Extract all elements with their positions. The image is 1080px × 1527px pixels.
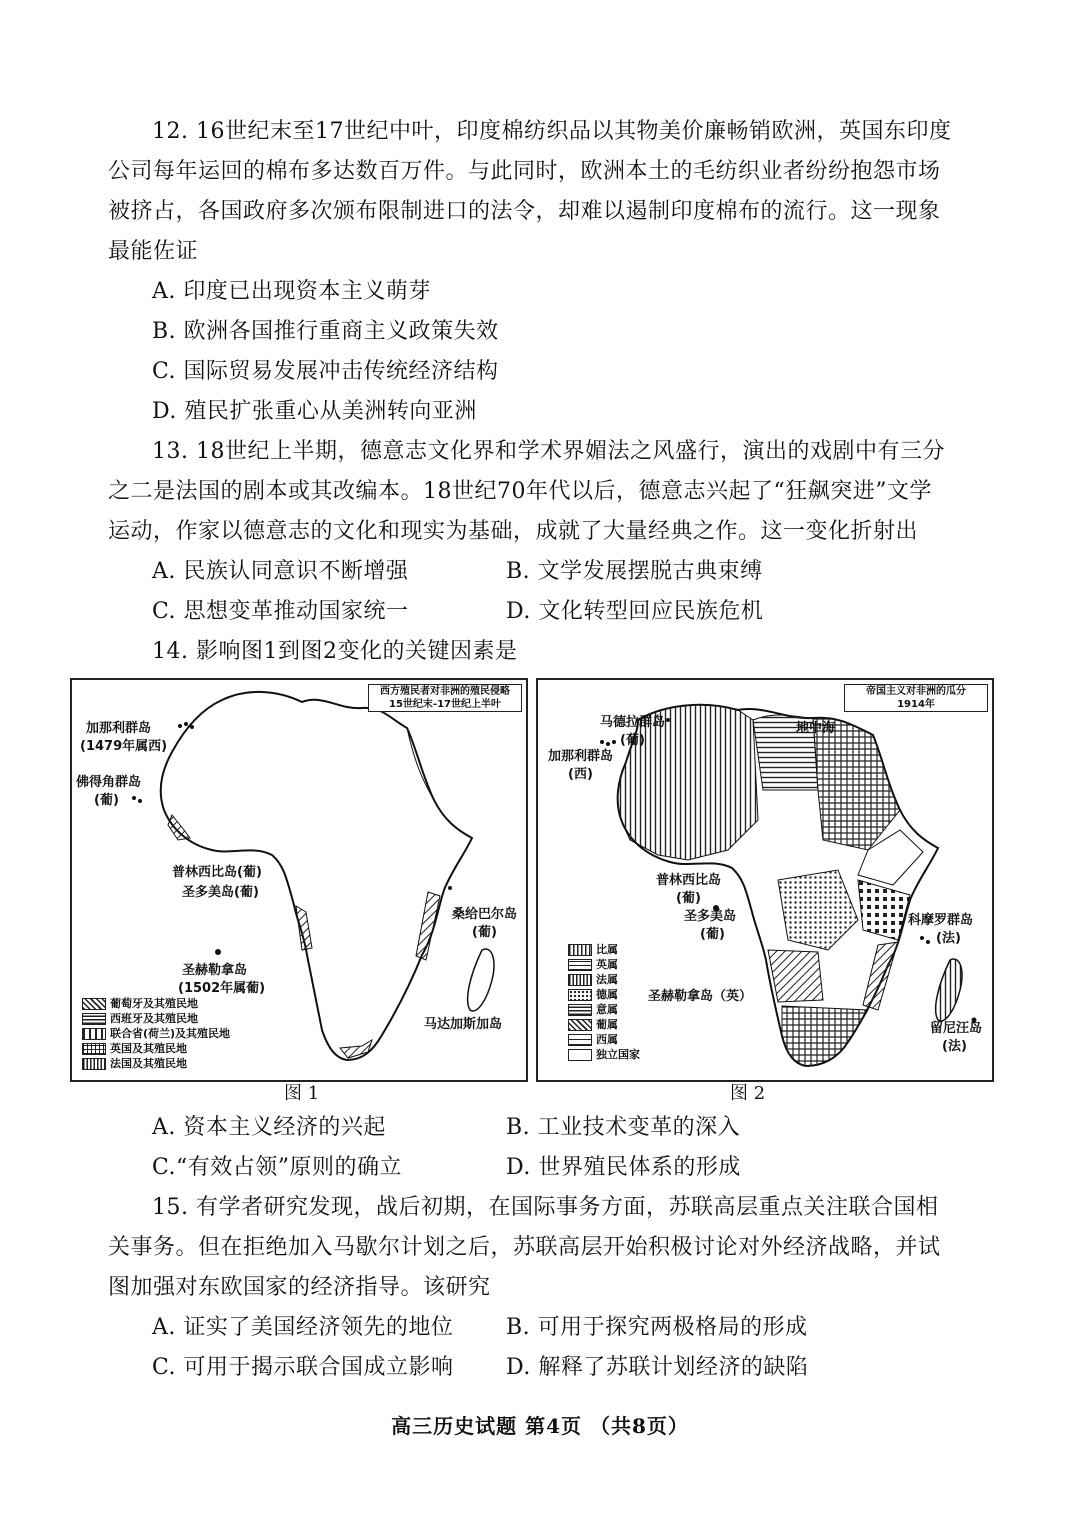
legend-british: 英属 bbox=[568, 957, 640, 972]
q15-option-d: D. 解释了苏联计划经济的缺陷 bbox=[506, 1355, 809, 1380]
label-canary-1: 加那利群岛 bbox=[86, 721, 152, 736]
label-canary-owner: (西) bbox=[568, 767, 593, 782]
label-madagascar-1: 马达加斯加岛 bbox=[424, 1017, 503, 1032]
map-2-caption: 图 2 bbox=[730, 1083, 766, 1104]
q12-option-d: D. 殖民扩张重心从美洲转向亚洲 bbox=[152, 399, 477, 424]
map-1-title-line1: 西方殖民者对非洲的殖民侵略 bbox=[380, 686, 510, 697]
legend-independent: 独立国家 bbox=[568, 1047, 640, 1062]
q15-option-c: C. 可用于揭示联合国成立影响 bbox=[152, 1355, 454, 1380]
label-madeira-owner: (葡) bbox=[620, 733, 645, 748]
q15-option-a: A. 证实了美国经济领先的地位 bbox=[152, 1315, 454, 1340]
legend-belgian: 比属 bbox=[568, 942, 640, 957]
label-st-helena-2: 圣赫勒拿岛（英） bbox=[648, 989, 753, 1004]
label-zanzibar-owner: (葡) bbox=[472, 925, 497, 940]
label-comoros: 科摩罗群岛 bbox=[908, 913, 974, 928]
label-st-helena-1: 圣赫勒拿岛 bbox=[182, 963, 248, 978]
label-principe-2: 普林西比岛 bbox=[656, 873, 722, 888]
q14-option-c: C.“有效占领”原则的确立 bbox=[152, 1155, 403, 1180]
q13-option-d: D. 文化转型回应民族危机 bbox=[506, 599, 764, 624]
label-canary-2: 加那利群岛 bbox=[548, 749, 614, 764]
label-mediterranean: 地中海 bbox=[796, 721, 836, 736]
q12-stem: 12. 16世纪末至17世纪中叶，印度棉纺织品以其物美价廉畅销欧洲，英国东印度公司每年运回的棉布多达数百万件。与此同时，欧洲本土的毛纺织业者纷纷抱怨市场被挤占，各国政府多次颁布限制进口的法令，却难以遏制印度棉布的流行。这一现象最能佐证 bbox=[108, 119, 952, 264]
map-2-title-line2: 1914年 bbox=[897, 699, 935, 710]
label-madeira: 马德拉群岛 bbox=[600, 715, 666, 730]
map-1-title bbox=[368, 684, 522, 712]
label-st-helena-year: (1502年属葡) bbox=[178, 981, 266, 996]
legend-portugal: 葡萄牙及其殖民地 bbox=[82, 996, 230, 1011]
label-reunion: 留尼汪岛 bbox=[930, 1021, 983, 1036]
label-principe-owner: (葡) bbox=[676, 891, 701, 906]
label-cape-verde: 佛得角群岛 bbox=[76, 775, 142, 790]
legend-spain: 西班牙及其殖民地 bbox=[82, 1011, 230, 1026]
legend-spanish: 西属 bbox=[568, 1032, 640, 1047]
q13-option-a: A. 民族认同意识不断增强 bbox=[152, 559, 409, 584]
q15-option-b: B. 可用于探究两极格局的形成 bbox=[506, 1315, 808, 1340]
label-zanzibar: 桑给巴尔岛 bbox=[452, 907, 518, 922]
q12-option-c: C. 国际贸易发展冲击传统经济结构 bbox=[152, 359, 499, 384]
madagascar-shape-1 bbox=[468, 949, 494, 1011]
legend-italian: 意属 bbox=[568, 1002, 640, 1017]
legend-france: 法国及其殖民地 bbox=[82, 1056, 230, 1071]
q12-option-a: A. 印度已出现资本主义萌芽 bbox=[152, 279, 431, 304]
q13-option-b: B. 文学发展摆脱古典束缚 bbox=[506, 559, 763, 584]
legend-portuguese: 葡属 bbox=[568, 1017, 640, 1032]
q13-stem: 13. 18世纪上半期，德意志文化界和学术界媚法之风盛行，演出的戏剧中有三分之二是法国的剧本或其改编本。18世纪70年代以后，德意志兴起了“狂飙突进”文学运动，作家以德意志的文化和现实为基础，成就了大量经典之作。这一变化折射出 bbox=[108, 439, 945, 544]
q14-option-a: A. 资本主义经济的兴起 bbox=[152, 1115, 386, 1140]
label-canary-year-1: (1479年属西) bbox=[80, 739, 168, 754]
legend-britain: 英国及其殖民地 bbox=[82, 1041, 230, 1056]
q15-stem: 15. 有学者研究发现，战后初期，在国际事务方面，苏联高层重点关注联合国相关事务。但在拒绝加入马歇尔计划之后，苏联高层开始积极讨论对外经济战略，并试图加强对东欧国家的经济指导。该研究 bbox=[108, 1195, 941, 1300]
map-1-title-line2: 15世纪末-17世纪上半叶 bbox=[389, 699, 501, 710]
legend-netherlands: 联合省(荷兰)及其殖民地 bbox=[82, 1026, 230, 1041]
legend-french: 法属 bbox=[568, 972, 640, 987]
page-footer: 高三历史试题 第4页 （共8页） bbox=[391, 1414, 689, 1438]
q14-stem: 14. 影响图1到图2变化的关键因素是 bbox=[152, 639, 518, 664]
q12-option-b: B. 欧洲各国推行重商主义政策失效 bbox=[152, 319, 499, 344]
label-sao-tome-owner: (葡) bbox=[700, 927, 725, 942]
map-2 bbox=[536, 678, 994, 1082]
q13-option-c: C. 思想变革推动国家统一 bbox=[152, 599, 409, 624]
label-reunion-owner: (法) bbox=[942, 1039, 967, 1054]
map-1 bbox=[70, 678, 528, 1082]
q14-option-b: B. 工业技术变革的深入 bbox=[506, 1115, 741, 1140]
label-comoros-owner: (法) bbox=[936, 931, 961, 946]
label-sao-tome-2: 圣多美岛 bbox=[684, 909, 737, 924]
legend-german: 德属 bbox=[568, 987, 640, 1002]
map-1-legend bbox=[82, 996, 230, 1071]
label-principe-1: 普林西比岛(葡) bbox=[172, 865, 262, 880]
label-sao-tome-1: 圣多美岛(葡) bbox=[182, 885, 259, 900]
map-2-legend bbox=[568, 942, 640, 1062]
map-1-caption: 图 1 bbox=[284, 1083, 320, 1104]
map-2-title bbox=[844, 684, 988, 712]
map-2-title-line1: 帝国主义对非洲的瓜分 bbox=[866, 686, 966, 697]
q14-option-d: D. 世界殖民体系的形成 bbox=[506, 1155, 741, 1180]
label-cape-verde-owner: (葡) bbox=[94, 793, 119, 808]
madagascar-shape-2 bbox=[936, 959, 962, 1021]
